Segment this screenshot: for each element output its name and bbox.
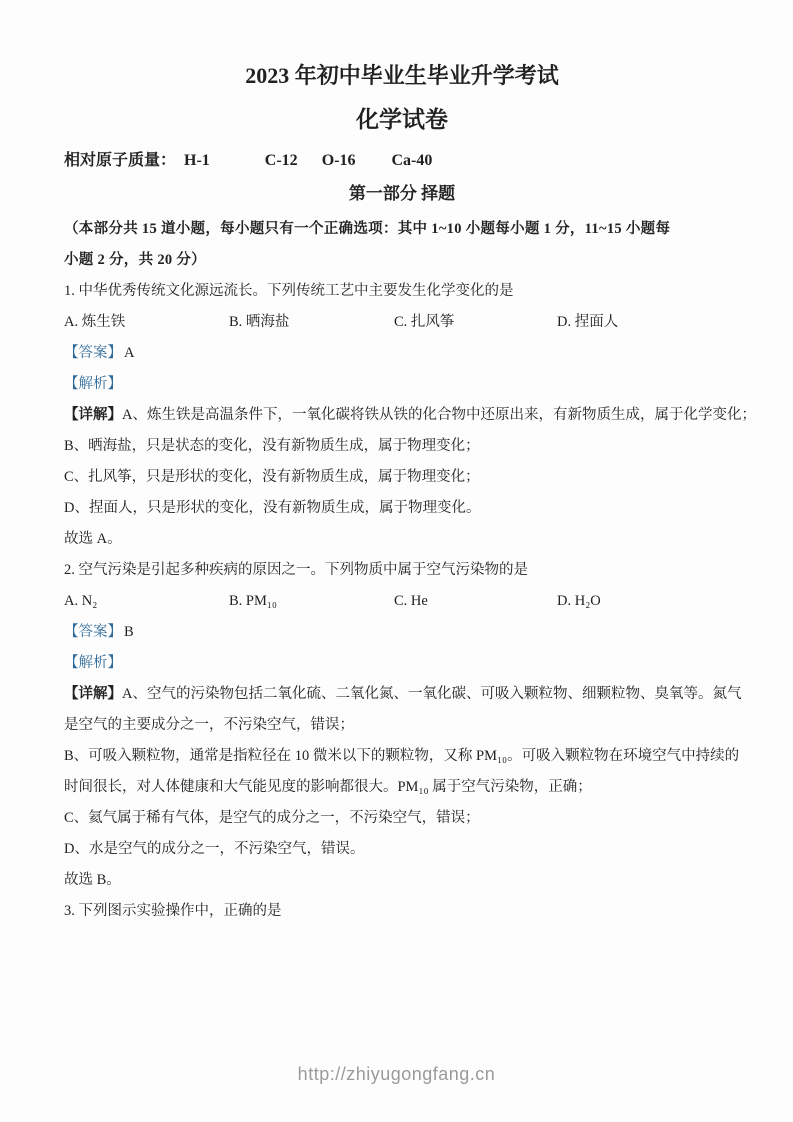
section-note [64, 214, 740, 276]
option-c: C. 扎风筝 [394, 314, 455, 330]
option-c: C. He [394, 593, 428, 609]
question-2-conclusion: 故选 B。 [64, 872, 121, 888]
watermark-url: http://zhiyugongfang.cn [297, 1064, 496, 1084]
question-2-detail-line: 是空气的主要成分之一，不污染空气，错误； [64, 717, 354, 733]
atomic-mass-row [64, 151, 740, 171]
question-1-answer-line [64, 338, 740, 369]
question-1-detail-line: C、扎风筝，只是形状的变化，没有新物质生成，属于物理变化； [64, 469, 480, 485]
question-2-stem: 2. 空气污染是引起多种疾病的原因之一。下列物质中属于空气污染物的是 [64, 562, 528, 578]
analysis-tag: 【解析】 [64, 376, 122, 392]
question-2-answer-line [64, 617, 740, 648]
page-title: 2023 年初中毕业生毕业升学考试 [245, 63, 559, 88]
page-subtitle: 化学试卷 [356, 107, 448, 132]
atomic-mass-c: C-12 [264, 152, 298, 169]
analysis-tag: 【解析】 [64, 655, 122, 671]
option-a: A. 炼生铁 [64, 314, 126, 330]
question-2 [64, 555, 740, 896]
detail-tag: 【详解】 [64, 407, 122, 423]
option-b: B. 晒海盐 [229, 314, 290, 330]
section-note-line: 小题 2 分，共 20 分） [64, 252, 206, 268]
question-3 [64, 896, 740, 927]
atomic-mass-h: H-1 [184, 152, 210, 169]
atomic-mass-label: 相对原子质量： [64, 152, 177, 169]
question-2-detail-line [64, 679, 740, 710]
section-header: 第一部分 择题 [348, 184, 456, 203]
answer-value: A [124, 345, 135, 361]
atomic-mass-ca: Ca-40 [391, 152, 433, 169]
option-a: A. N₂ [64, 593, 98, 609]
answer-value: B [124, 624, 134, 640]
option-d: D. 捏面人 [557, 314, 619, 330]
question-2-detail-line: 时间很长，对人体健康和大气能见度的影响都很大。PM₁₀ 属于空气污染物，正确； [64, 779, 592, 795]
atomic-mass-o: O-16 [321, 152, 356, 169]
section-note-line: （本部分共 15 道小题，每小题只有一个正确选项：其中 1~10 小题每小题 1 分，11~15 小题每 [64, 221, 671, 237]
question-2-options [64, 586, 740, 617]
answer-tag: 【答案】 [64, 345, 122, 361]
detail-tag: 【详解】 [64, 686, 122, 702]
option-d: D. H₂O [557, 593, 601, 609]
question-1-detail-line: B、晒海盐，只是状态的变化，没有新物质生成，属于物理变化； [64, 438, 480, 454]
detail-text: A、炼生铁是高温条件下，一氧化碳将铁从铁的化合物中还原出来，有新物质生成，属于化学变化； [122, 407, 756, 423]
question-2-detail-line: C、氦气属于稀有气体，是空气的成分之一，不污染空气，错误； [64, 810, 480, 826]
question-1-detail-line [64, 400, 756, 431]
question-2-analysis-line [64, 648, 740, 679]
question-1 [64, 276, 756, 555]
detail-text: A、空气的污染物包括二氧化硫、二氧化氮、一氧化碳、可吸入颗粒物、细颗粒物、臭氧等。氮气 [122, 686, 742, 702]
question-1-options [64, 307, 740, 338]
question-1-analysis-line [64, 369, 740, 400]
answer-tag: 【答案】 [64, 624, 122, 640]
question-2-detail-line: D、水是空气的成分之一，不污染空气，错误。 [64, 841, 365, 857]
question-1-conclusion: 故选 A。 [64, 531, 122, 547]
question-1-stem: 1. 中华优秀传统文化源远流长。下列传统工艺中主要发生化学变化的是 [64, 283, 514, 299]
question-1-detail-line: D、捏面人，只是形状的变化，没有新物质生成，属于物理变化。 [64, 500, 481, 516]
option-b: B. PM₁₀ [229, 593, 277, 609]
question-2-detail-line: B、可吸入颗粒物，通常是指粒径在 10 微米以下的颗粒物，又称 PM₁₀。可吸入颗粒物在环境空气中持续的 [64, 748, 740, 764]
question-3-stem: 3. 下列图示实验操作中，正确的是 [64, 903, 282, 919]
